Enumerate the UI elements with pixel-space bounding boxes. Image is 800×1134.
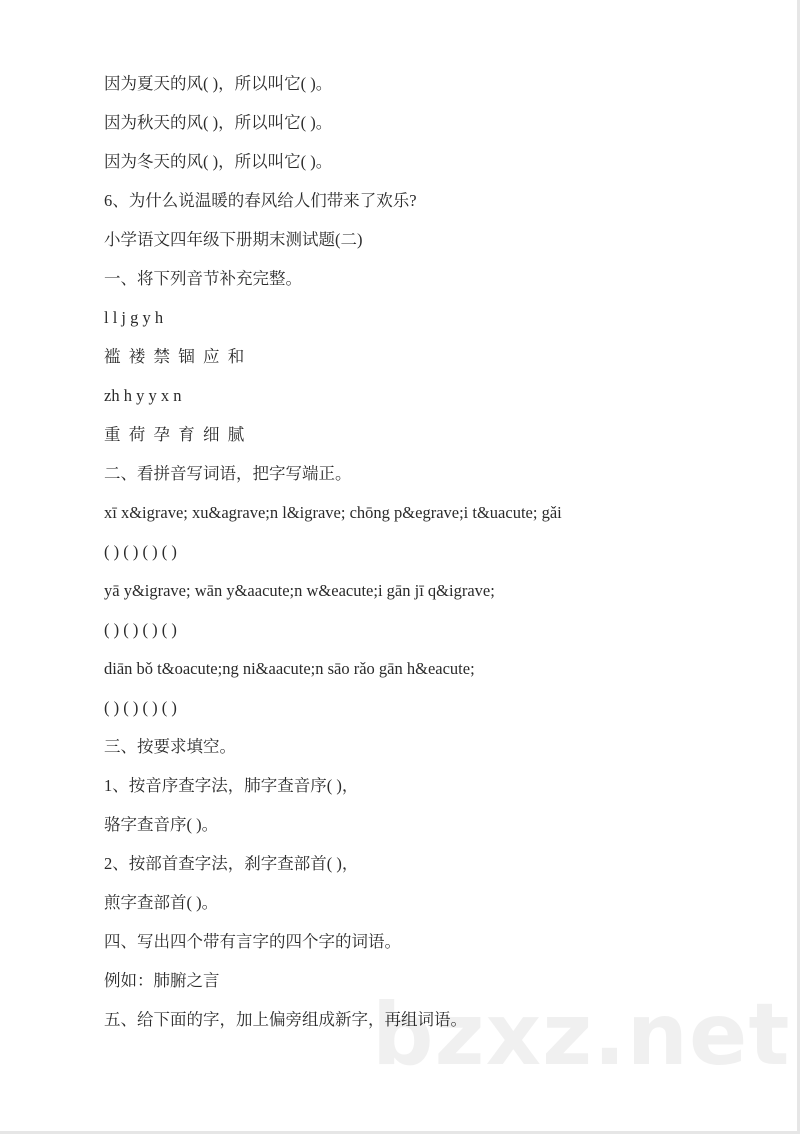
text-line: 例如：肺腑之言	[104, 971, 220, 990]
text-line: 因为秋天的风( )，所以叫它( )。	[104, 113, 333, 132]
text-line: diān bǒ t&oacute;ng ni&aacute;n sāo rǎo gān h&eacute;	[104, 659, 475, 678]
watermark: bzxz.net	[372, 985, 791, 1085]
text-line: 小学语文四年级下册期末测试题(二)	[104, 230, 363, 249]
text-line: ( ) ( ) ( ) ( )	[104, 542, 177, 561]
text-line: yā y&igrave; wān y&aacute;n w&eacute;i gān jī q&igrave;	[104, 581, 495, 600]
text-line: 骆字查音序( )。	[104, 815, 219, 834]
text-line: 二、看拼音写词语，把字写端正。	[104, 464, 352, 483]
text-line: 一、将下列音节补充完整。	[104, 269, 302, 288]
text-line: zh h y y x n	[104, 386, 182, 405]
text-line: 因为冬天的风( )，所以叫它( )。	[104, 152, 333, 171]
text-line: ( ) ( ) ( ) ( )	[104, 698, 177, 717]
text-line: 重 荷 孕 育 细 腻	[104, 425, 245, 444]
text-line: 1、按音序查字法，肺字查音序( )，	[104, 776, 359, 795]
text-line: 褴 褛 禁 锢 应 和	[104, 347, 245, 366]
text-line: 煎字查部首( )。	[104, 893, 219, 912]
text-line: 五、给下面的字，加上偏旁组成新字，再组词语。	[104, 1010, 467, 1029]
text-line: 2、按部首查字法，刹字查部首( )，	[104, 854, 359, 873]
text-line: l l j g y h	[104, 308, 164, 327]
text-line: 四、写出四个带有言字的四个字的词语。	[104, 932, 401, 951]
text-line: xī x&igrave; xu&agrave;n l&igrave; chōng p&egrave;i t&uacute; gǎi	[104, 503, 562, 522]
text-line: 6、为什么说温暖的春风给人们带来了欢乐?	[104, 191, 417, 210]
text-line: ( ) ( ) ( ) ( )	[104, 620, 177, 639]
document-body	[104, 64, 562, 1039]
text-line: 因为夏天的风( )，所以叫它( )。	[104, 74, 333, 93]
text-line: 三、按要求填空。	[104, 737, 236, 756]
